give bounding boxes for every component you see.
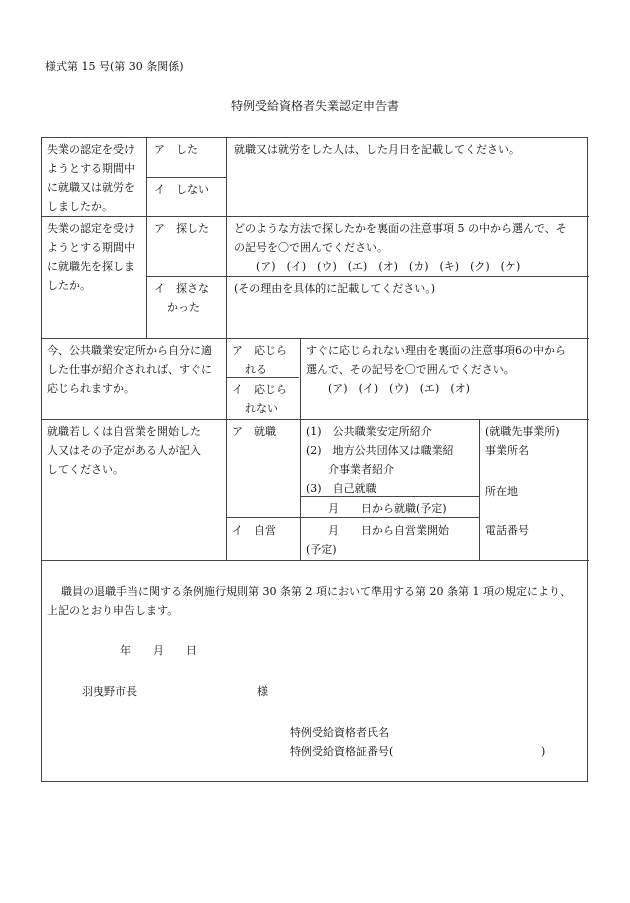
addressee: 羽曳野市長 bbox=[82, 685, 137, 698]
rule-col-a bbox=[146, 138, 147, 338]
search-question-line2: ようとする期間中 bbox=[47, 241, 135, 254]
referral-yes-option-line2[interactable]: れる bbox=[245, 363, 267, 376]
employer-address-label: 所在地 bbox=[485, 485, 518, 498]
employment-question-line3: してください。 bbox=[47, 463, 124, 476]
employment-question-line1: 就職若しくは自営業を開始した bbox=[47, 425, 201, 438]
job-option-agency-line1[interactable]: (2) 地方公共団体又は職業紹 bbox=[306, 444, 454, 457]
job-option-agency-line2[interactable]: 介事業者紹介 bbox=[328, 463, 394, 476]
work-yes-note: 就職又は就労をした人は、した月日を記載してください。 bbox=[234, 143, 520, 156]
referral-yes-option-line1[interactable]: ア 応じら bbox=[232, 344, 287, 357]
rule-col-b bbox=[226, 138, 227, 338]
work-question-line3: に就職又は就労を bbox=[47, 181, 135, 194]
form-number: 様式第 15 号(第 30 条関係) bbox=[45, 60, 184, 73]
self-start-date-line2: (予定) bbox=[306, 543, 337, 556]
employer-phone-label: 電話番号 bbox=[485, 524, 529, 537]
referral-options[interactable]: (ア) (イ) (ウ) (エ) (オ) bbox=[328, 382, 470, 395]
search-question-line1: 失業の認定を受け bbox=[47, 222, 135, 235]
referral-question-line1: 今、公共職業安定所から自分に適 bbox=[47, 344, 212, 357]
rule-row1-bottom bbox=[42, 216, 589, 217]
employer-name-label: 事業所名 bbox=[485, 444, 529, 457]
referral-question-line3: 応じられますか。 bbox=[47, 382, 135, 395]
applicant-name-label[interactable]: 特例受給資格者氏名 bbox=[290, 726, 389, 739]
referral-note-line1: すぐに応じられない理由を裏面の注意事項6の中から bbox=[306, 344, 566, 357]
rule-row4-bottom bbox=[42, 560, 589, 561]
referral-note-line2: 選んで、その記号を〇で囲んでください。 bbox=[306, 363, 515, 376]
certificate-number-close: ) bbox=[541, 745, 546, 758]
job-option-referral[interactable]: (1) 公共職業安定所紹介 bbox=[306, 425, 432, 438]
employer-heading: (就職先事業所) bbox=[485, 425, 560, 438]
employment-job-option[interactable]: ア 就職 bbox=[232, 425, 276, 438]
rule-row2-bottom bbox=[42, 338, 589, 339]
referral-no-option-line1[interactable]: イ 応じら bbox=[232, 383, 287, 396]
search-no-option-line2[interactable]: かった bbox=[167, 301, 200, 314]
rule-col-d bbox=[300, 338, 301, 560]
search-no-option-line1[interactable]: イ 探さな bbox=[154, 282, 209, 295]
search-question-line4: したか。 bbox=[47, 279, 91, 292]
job-option-self-found[interactable]: (3) 自己就職 bbox=[306, 482, 377, 495]
search-reason-note: (その理由を具体的に記載してください。) bbox=[234, 282, 436, 295]
declaration-text-line1: 職員の退職手当に関する条例施行規則第 30 条第 2 項において準用する第 20 条第 1 項の規定により、 bbox=[61, 585, 571, 598]
certificate-number-label[interactable]: 特例受給資格証番号( bbox=[290, 745, 394, 758]
rule-row2-split bbox=[146, 276, 589, 277]
rule-col-e bbox=[479, 419, 480, 560]
addressee-honorific: 様 bbox=[257, 685, 268, 698]
declaration-date[interactable]: 年 月 日 bbox=[120, 644, 197, 657]
search-method-note-line1: どのような方法で探したかを裏面の注意事項 5 の中から選んで、そ bbox=[234, 222, 567, 235]
work-question-line4: しましたか。 bbox=[47, 200, 113, 213]
search-yes-option[interactable]: ア 探した bbox=[154, 222, 209, 235]
search-question-line3: に就職先を探しま bbox=[47, 260, 135, 273]
declaration-text-line2: 上記のとおり申告します。 bbox=[47, 604, 179, 617]
rule-row1-split bbox=[146, 177, 227, 178]
search-method-note-line2: の記号を〇で囲んでください。 bbox=[234, 241, 388, 254]
work-no-option[interactable]: イ しない bbox=[154, 183, 209, 196]
referral-no-option-line2[interactable]: れない bbox=[245, 402, 278, 415]
employment-self-option[interactable]: イ 自営 bbox=[232, 524, 276, 537]
self-start-date-line1[interactable]: 月 日から自営業開始 bbox=[328, 524, 449, 537]
form-title: 特例受給資格者失業認定申告書 bbox=[230, 99, 399, 113]
employment-question-line2: 人又はその予定がある人が記入 bbox=[47, 444, 201, 457]
rule-col-c bbox=[226, 338, 227, 560]
form-table bbox=[41, 137, 588, 782]
search-method-options[interactable]: (ア) (イ) (ウ) (エ) (オ) (カ) (キ) (ク) (ケ) bbox=[256, 260, 521, 273]
work-question-line2: ようとする期間中 bbox=[47, 162, 135, 175]
work-yes-option[interactable]: ア した bbox=[154, 143, 198, 156]
referral-question-line2: した仕事が紹介されれば、すぐに bbox=[47, 363, 212, 376]
job-start-date[interactable]: 月 日から就職(予定) bbox=[328, 502, 447, 515]
work-question-line1: 失業の認定を受け bbox=[47, 143, 135, 156]
rule-row3-bottom bbox=[42, 419, 589, 420]
